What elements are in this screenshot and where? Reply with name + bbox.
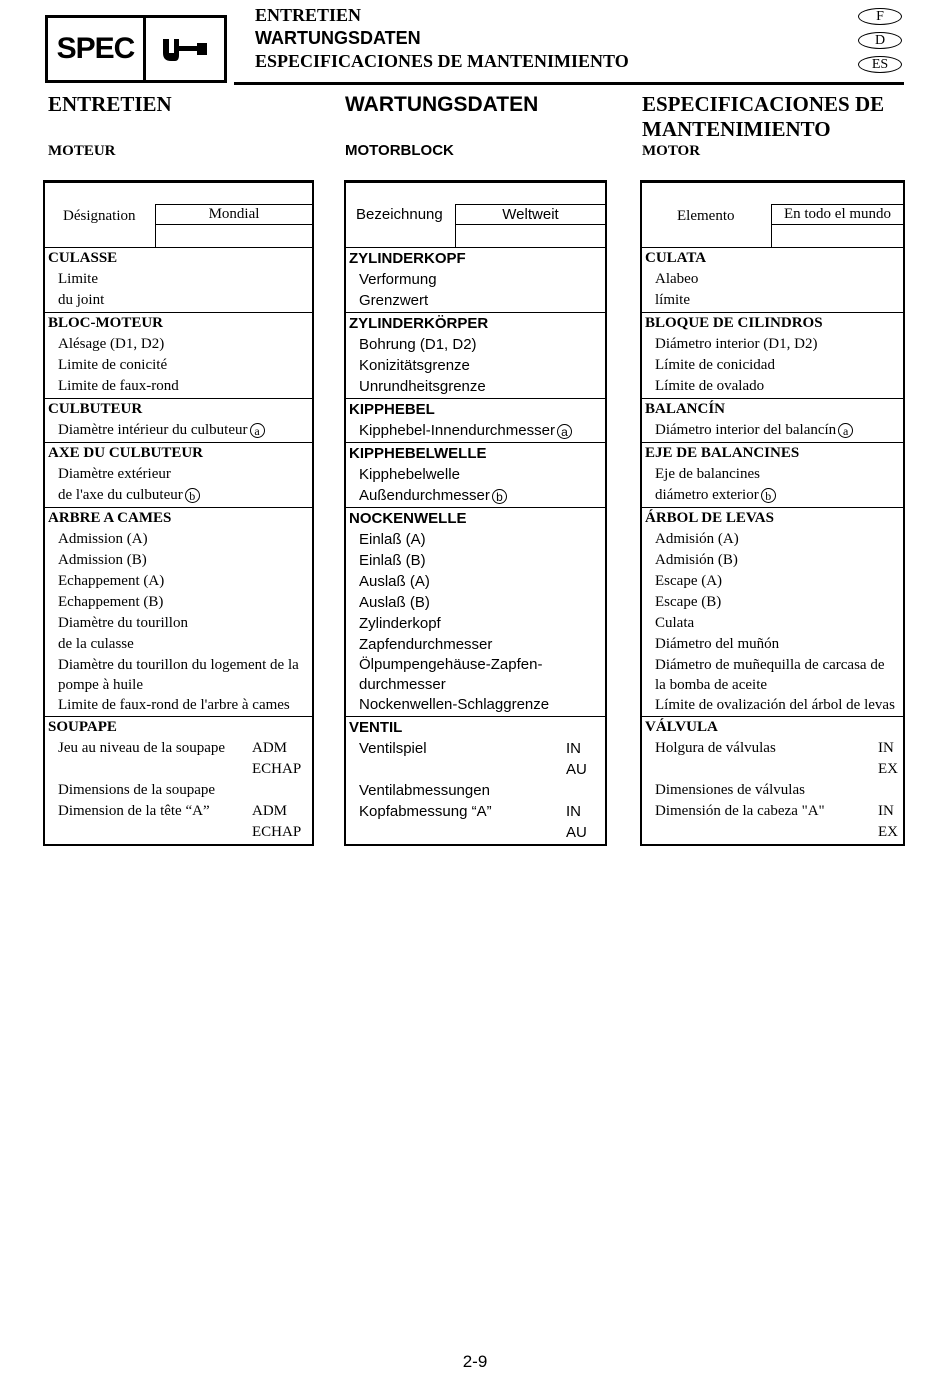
spec-item-label: de l'axe du culbuteur bbox=[58, 487, 183, 503]
spec-item bbox=[346, 801, 605, 822]
spec-item-label: Diamètre extérieur bbox=[58, 466, 171, 482]
column-subtitle-de: MOTORBLOCK bbox=[345, 142, 454, 159]
spec-item-label: Admission (B) bbox=[58, 552, 147, 568]
spec-group bbox=[642, 443, 903, 508]
spec-group bbox=[642, 313, 903, 399]
spec-item-label: Límite de ovalado bbox=[655, 378, 765, 394]
spec-item-label: Kopfabmessung “A” bbox=[359, 803, 492, 820]
spec-item bbox=[346, 376, 605, 397]
intake-exhaust-label: ECHAP bbox=[252, 761, 302, 777]
designation-label: Bezeichnung bbox=[356, 206, 443, 223]
spec-table-es bbox=[640, 180, 905, 846]
spec-item-label: Holgura de válvulas bbox=[655, 740, 776, 756]
column-title-es: ESPECIFICACIONES DE MANTENIMIENTO bbox=[642, 92, 885, 141]
spec-item-label: Zylinderkopf bbox=[359, 615, 441, 632]
spec-item bbox=[45, 355, 312, 376]
spec-item bbox=[642, 738, 903, 759]
spec-item bbox=[45, 613, 312, 634]
spec-group bbox=[45, 717, 312, 844]
spec-item-label: Admission (A) bbox=[58, 531, 148, 547]
spec-item bbox=[45, 634, 312, 655]
designation-label: Désignation bbox=[63, 208, 136, 224]
spec-item bbox=[45, 655, 312, 695]
spec-item-label: Kipphebelwelle bbox=[359, 466, 460, 483]
spec-item bbox=[45, 738, 312, 759]
spec-item-label: Diámetro de muñequilla de carcasa de la bomba de aceite bbox=[655, 657, 885, 693]
reference-mark-b: b bbox=[761, 488, 776, 503]
reference-mark-a: a bbox=[838, 423, 853, 438]
spec-group bbox=[346, 508, 605, 717]
header-title-es: ESPECIFICACIONES DE MANTENIMIENTO bbox=[255, 51, 629, 71]
spec-item bbox=[642, 634, 903, 655]
spec-group bbox=[45, 248, 312, 313]
spec-item-label: Admisión (A) bbox=[655, 531, 739, 547]
group-title: EJE DE BALANCINES bbox=[645, 445, 800, 461]
spec-item-label: Dimensiones de válvulas bbox=[655, 782, 805, 798]
spec-item bbox=[642, 759, 903, 780]
spec-item bbox=[642, 550, 903, 571]
spec-item bbox=[642, 613, 903, 634]
spec-item-label: Außendurchmesser bbox=[359, 487, 490, 504]
worldwide-label: Mondial bbox=[156, 204, 312, 225]
spec-group bbox=[45, 508, 312, 717]
spec-item-label: Escape (B) bbox=[655, 594, 722, 610]
group-title: KIPPHEBELWELLE bbox=[349, 445, 487, 462]
intake-exhaust-label: EX bbox=[878, 761, 898, 777]
spec-label: SPEC bbox=[48, 18, 146, 80]
header-title-fr: ENTRETIEN bbox=[255, 5, 362, 25]
worldwide-label: Weltweit bbox=[456, 204, 605, 225]
group-title: ÁRBOL DE LEVAS bbox=[645, 510, 774, 526]
spec-item-label: de la culasse bbox=[58, 636, 134, 652]
spec-item-label: Echappement (B) bbox=[58, 594, 164, 610]
worldwide-box bbox=[155, 204, 312, 247]
spec-item-label: Diámetro del muñón bbox=[655, 636, 780, 652]
group-title: ZYLINDERKÖRPER bbox=[349, 315, 489, 332]
spec-item bbox=[642, 485, 903, 506]
spec-item bbox=[45, 550, 312, 571]
lang-badge-f: F bbox=[858, 8, 902, 25]
spec-item bbox=[642, 334, 903, 355]
reference-mark-b: b bbox=[185, 488, 200, 503]
spec-item bbox=[45, 695, 312, 715]
spec-item-label: Admisión (B) bbox=[655, 552, 738, 568]
spec-item bbox=[642, 355, 903, 376]
group-title: BLOQUE DE CILINDROS bbox=[645, 315, 823, 331]
group-title: CULATA bbox=[645, 250, 707, 266]
spec-item bbox=[346, 634, 605, 655]
reference-mark-a: a bbox=[250, 423, 265, 438]
spec-item bbox=[346, 822, 605, 843]
spec-item-label: Zapfendurchmesser bbox=[359, 636, 493, 653]
spec-item bbox=[346, 695, 605, 715]
spec-item bbox=[642, 420, 903, 441]
spec-item-label: Limite bbox=[58, 271, 98, 287]
spec-item-label: Limite de faux-rond de l'arbre à cames bbox=[58, 697, 290, 713]
spec-item bbox=[642, 695, 903, 715]
spec-item-label: Verformung bbox=[359, 271, 437, 288]
spec-item bbox=[45, 822, 312, 843]
spec-item bbox=[346, 269, 605, 290]
spec-group bbox=[346, 717, 605, 844]
spec-table-fr bbox=[43, 180, 314, 846]
spec-item-label: diámetro exterior bbox=[655, 487, 759, 503]
spec-item-label: Dimensions de la soupape bbox=[58, 782, 216, 798]
spec-item bbox=[346, 655, 605, 695]
spec-item-label: Diamètre intérieur du culbuteur bbox=[58, 422, 248, 438]
spec-item bbox=[346, 571, 605, 592]
spec-item bbox=[45, 780, 312, 801]
spec-item bbox=[642, 822, 903, 843]
spec-group bbox=[642, 248, 903, 313]
spec-table-de bbox=[344, 180, 607, 846]
group-title: CULBUTEUR bbox=[48, 401, 143, 417]
spec-item bbox=[642, 801, 903, 822]
header-titles bbox=[255, 4, 629, 73]
spec-item bbox=[45, 464, 312, 485]
worldwide-box bbox=[771, 204, 903, 247]
spec-item-label: Ölpumpengehäuse-Zapfen-durchmesser bbox=[359, 656, 543, 693]
spec-item bbox=[346, 738, 605, 759]
designation-label: Elemento bbox=[677, 208, 735, 224]
engine-tool-icon bbox=[146, 18, 224, 80]
table-header bbox=[45, 183, 312, 248]
group-title: VÁLVULA bbox=[645, 719, 718, 735]
spec-item bbox=[346, 529, 605, 550]
spec-group bbox=[45, 399, 312, 443]
spec-item-label: Culata bbox=[655, 615, 695, 631]
group-title: CULASSE bbox=[48, 250, 118, 266]
intake-exhaust-label: IN bbox=[566, 803, 581, 820]
group-title: ARBRE A CAMES bbox=[48, 510, 172, 526]
spec-item bbox=[642, 290, 903, 311]
spec-item-label: Limite de faux-rond bbox=[58, 378, 179, 394]
spec-item-label: Bohrung (D1, D2) bbox=[359, 336, 477, 353]
spec-item bbox=[45, 592, 312, 613]
group-title: AXE DU CULBUTEUR bbox=[48, 445, 204, 461]
column-title-fr: ENTRETIEN bbox=[48, 92, 172, 116]
spec-item-label: Alésage (D1, D2) bbox=[58, 336, 165, 352]
spec-item bbox=[346, 780, 605, 801]
spec-item bbox=[45, 334, 312, 355]
spec-item bbox=[346, 464, 605, 485]
spec-item bbox=[346, 759, 605, 780]
spec-item bbox=[642, 529, 903, 550]
intake-exhaust-label: IN bbox=[566, 740, 581, 757]
header-rule bbox=[234, 82, 904, 85]
group-title: NOCKENWELLE bbox=[349, 510, 467, 527]
spec-item bbox=[346, 613, 605, 634]
spec-item bbox=[346, 355, 605, 376]
spec-item-label: límite bbox=[655, 292, 690, 308]
spec-item bbox=[45, 801, 312, 822]
spec-item-label: Ventilspiel bbox=[359, 740, 427, 757]
spec-item bbox=[45, 269, 312, 290]
spec-item bbox=[45, 529, 312, 550]
spec-group bbox=[346, 313, 605, 399]
spec-item bbox=[45, 571, 312, 592]
spec-item-label: du joint bbox=[58, 292, 105, 308]
spec-item bbox=[642, 269, 903, 290]
table-header bbox=[642, 183, 903, 248]
intake-exhaust-label: EX bbox=[878, 824, 898, 840]
intake-exhaust-label: ADM bbox=[252, 803, 288, 819]
intake-exhaust-label: IN bbox=[878, 740, 894, 756]
spec-item-label: Límite de conicidad bbox=[655, 357, 775, 373]
spec-item bbox=[45, 420, 312, 441]
spec-group bbox=[45, 443, 312, 508]
spec-group bbox=[346, 248, 605, 313]
column-subtitle-es: MOTOR bbox=[642, 143, 701, 159]
spec-item-label: Ventilabmessungen bbox=[359, 782, 490, 799]
group-title: BLOC-MOTEUR bbox=[48, 315, 164, 331]
spec-item-label: Einlaß (B) bbox=[359, 552, 426, 569]
spec-item-label: Nockenwellen-Schlaggrenze bbox=[359, 696, 550, 713]
worldwide-label: En todo el mundo bbox=[772, 204, 903, 225]
spec-group bbox=[642, 508, 903, 717]
header-title-de: WARTUNGSDATEN bbox=[255, 28, 421, 48]
spec-item-label: Eje de balancines bbox=[655, 466, 760, 482]
spec-item bbox=[45, 485, 312, 506]
spec-item bbox=[642, 592, 903, 613]
spec-group bbox=[642, 717, 903, 844]
spec-item bbox=[346, 485, 605, 506]
spec-group bbox=[642, 399, 903, 443]
spec-item-label: Einlaß (A) bbox=[359, 531, 426, 548]
column-title-de: WARTUNGSDATEN bbox=[345, 93, 539, 116]
spec-group bbox=[346, 443, 605, 508]
intake-exhaust-label: AU bbox=[566, 761, 587, 778]
table-header bbox=[346, 183, 605, 248]
spec-item-label: Límite de ovalización del árbol de levas bbox=[655, 697, 895, 713]
spec-item-label: Diámetro interior del balancín bbox=[655, 422, 837, 438]
reference-mark-a: a bbox=[557, 424, 572, 439]
spec-item-label: Jeu au niveau de la soupape bbox=[58, 740, 226, 756]
spec-item-label: Grenzwert bbox=[359, 292, 429, 309]
spec-item-label: Echappement (A) bbox=[58, 573, 165, 589]
worldwide-box bbox=[455, 204, 605, 247]
group-title: BALANCÍN bbox=[645, 401, 726, 417]
spec-item-label: Diamètre du tourillon du logement de la pompe à huile bbox=[58, 657, 299, 693]
spec-group bbox=[45, 313, 312, 399]
spec-item bbox=[642, 780, 903, 801]
spec-item-label: Kipphebel-Innendurchmesser bbox=[359, 422, 555, 439]
spec-item bbox=[642, 655, 903, 695]
group-title: ZYLINDERKOPF bbox=[349, 250, 466, 267]
lang-badge-d: D bbox=[858, 32, 902, 49]
spec-item bbox=[346, 334, 605, 355]
spec-item-label: Alabeo bbox=[655, 271, 699, 287]
spec-item-label: Diamètre du tourillon bbox=[58, 615, 188, 631]
intake-exhaust-label: ECHAP bbox=[252, 824, 302, 840]
spec-item bbox=[45, 759, 312, 780]
spec-item-label: Diámetro interior (D1, D2) bbox=[655, 336, 818, 352]
spec-item bbox=[346, 592, 605, 613]
intake-exhaust-label: ADM bbox=[252, 740, 288, 756]
group-title: KIPPHEBEL bbox=[349, 401, 435, 418]
spec-item bbox=[642, 376, 903, 397]
lang-badge-es: ES bbox=[858, 56, 902, 73]
spec-item-label: Konizitätsgrenze bbox=[359, 357, 470, 374]
spec-group bbox=[346, 399, 605, 443]
spec-item-label: Auslaß (A) bbox=[359, 573, 430, 590]
reference-mark-b: b bbox=[492, 489, 507, 504]
spec-item-label: Dimension de la tête “A” bbox=[58, 803, 210, 819]
intake-exhaust-label: IN bbox=[878, 803, 894, 819]
spec-item bbox=[45, 290, 312, 311]
spec-item bbox=[642, 464, 903, 485]
spec-item bbox=[45, 376, 312, 397]
spec-item bbox=[346, 420, 605, 441]
group-title: SOUPAPE bbox=[48, 719, 117, 735]
spec-item bbox=[346, 550, 605, 571]
spec-badge bbox=[45, 15, 227, 83]
spec-item bbox=[346, 290, 605, 311]
column-subtitle-fr: MOTEUR bbox=[48, 143, 116, 159]
spec-item-label: Unrundheitsgrenze bbox=[359, 378, 486, 395]
spec-item-label: Limite de conicité bbox=[58, 357, 168, 373]
page-number: 2-9 bbox=[462, 1352, 488, 1371]
spec-item bbox=[642, 571, 903, 592]
spec-item-label: Escape (A) bbox=[655, 573, 723, 589]
spec-item-label: Dimensión de la cabeza "A" bbox=[655, 803, 825, 819]
intake-exhaust-label: AU bbox=[566, 824, 587, 841]
group-title: VENTIL bbox=[349, 719, 403, 736]
spec-item-label: Auslaß (B) bbox=[359, 594, 430, 611]
